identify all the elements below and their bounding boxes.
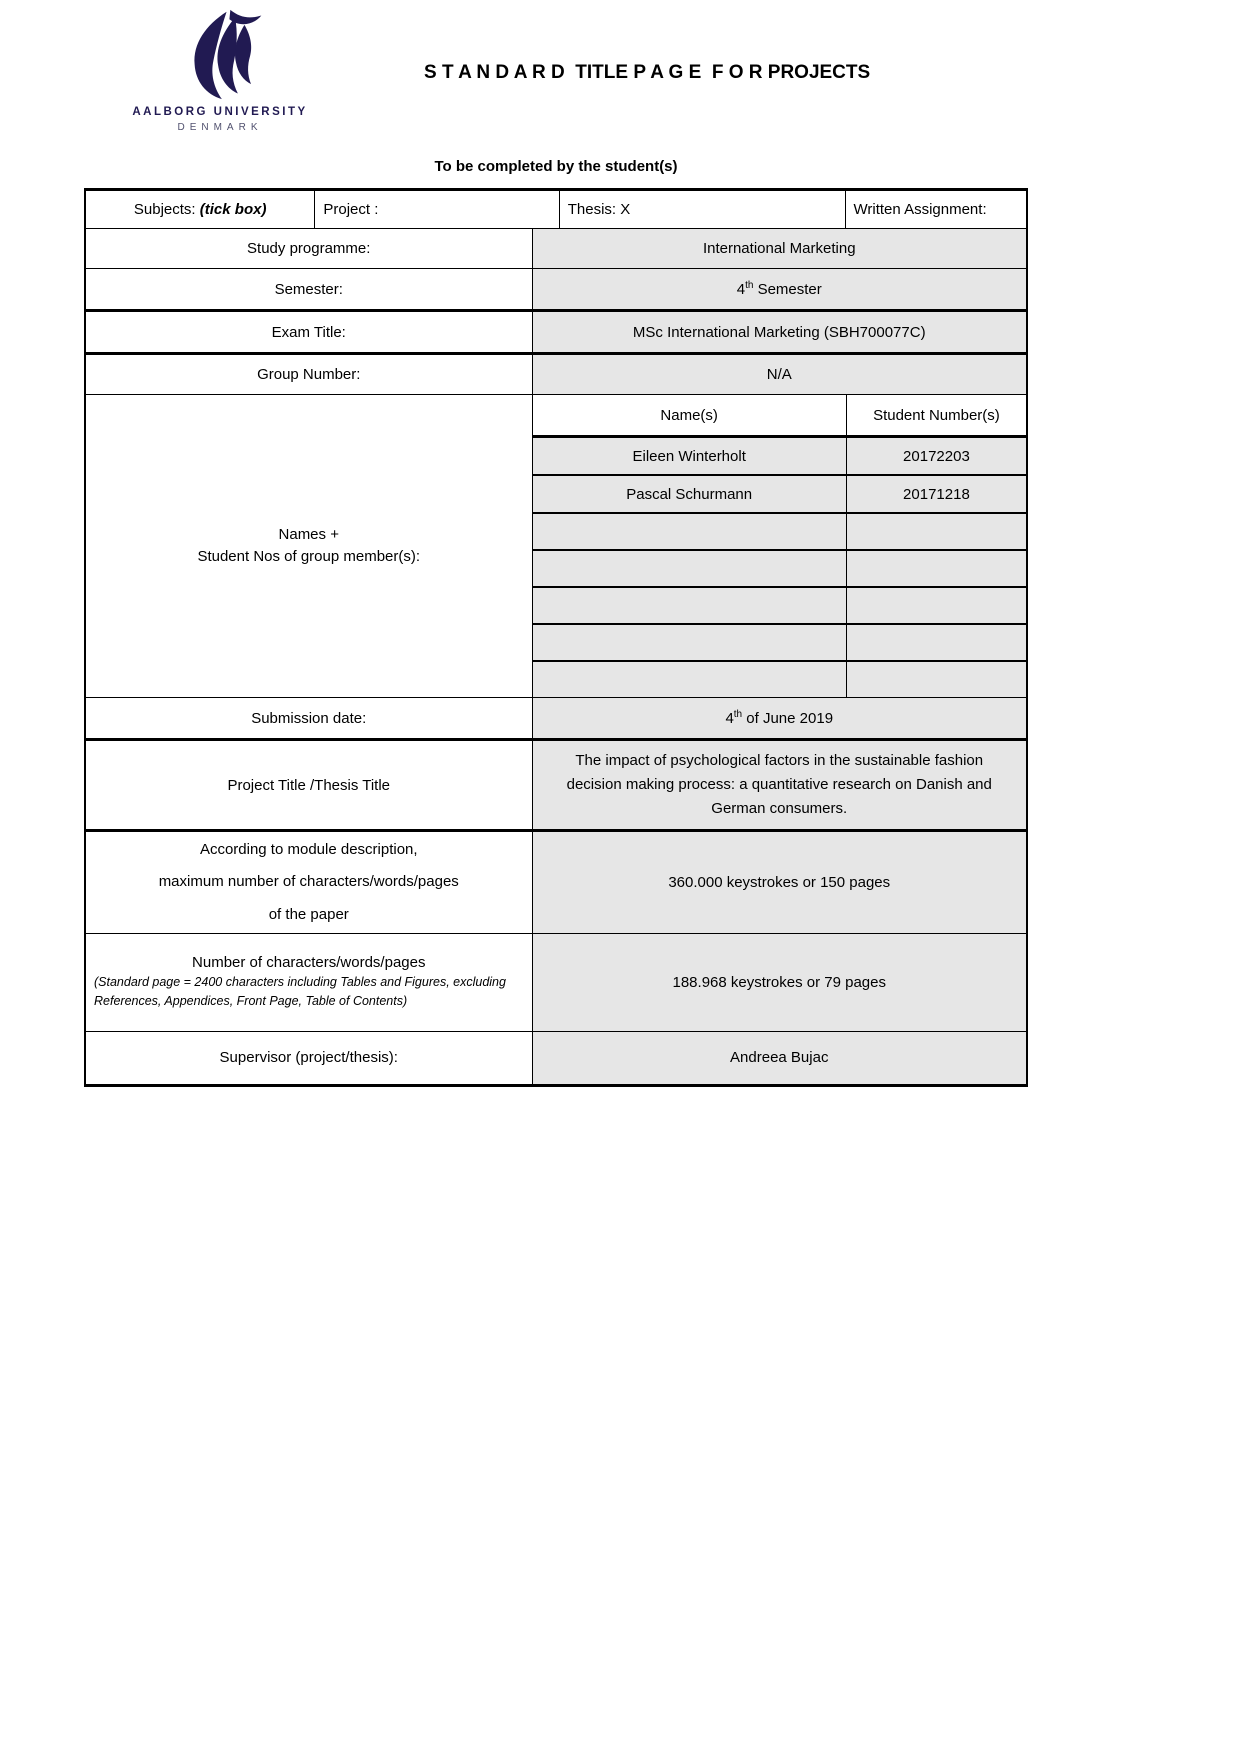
member-number: 20172203 bbox=[903, 447, 970, 465]
actual-pages-row bbox=[86, 934, 1026, 1032]
member-name bbox=[533, 662, 847, 697]
aalborg-university-logo bbox=[120, 8, 320, 133]
max-pages-label: According to module description, maximum number of characters/words/pages of the paper bbox=[86, 832, 533, 933]
members-label-line1: Names + bbox=[278, 526, 339, 544]
group-number-label: Group Number: bbox=[86, 355, 533, 394]
exam-title-label: Exam Title: bbox=[86, 312, 533, 352]
written-assignment-cell: Written Assignment: bbox=[853, 201, 987, 218]
actual-pages-label bbox=[86, 934, 533, 1031]
member-row bbox=[533, 438, 1027, 476]
member-name: Eileen Winterholt bbox=[533, 438, 847, 474]
members-col-name-header: Name(s) bbox=[533, 395, 847, 435]
member-row bbox=[533, 551, 1027, 588]
group-number-value: N/A bbox=[533, 355, 1027, 394]
member-number bbox=[847, 551, 1026, 586]
exam-title-value: MSc International Marketing (SBH700077C) bbox=[533, 312, 1027, 352]
member-row bbox=[533, 662, 1027, 697]
members-col-number-header: Student Number(s) bbox=[873, 406, 1000, 424]
logo-country-text: DENMARK bbox=[177, 122, 263, 133]
study-programme-value: International Marketing bbox=[533, 229, 1027, 268]
max-pages-value: 360.000 keystrokes or 150 pages bbox=[533, 832, 1027, 933]
member-name: Pascal Schurmann bbox=[533, 476, 847, 512]
members-header-row bbox=[533, 395, 1027, 438]
exam-title-row bbox=[86, 312, 1026, 355]
member-row bbox=[533, 588, 1027, 625]
group-members-block bbox=[86, 395, 1026, 698]
supervisor-row bbox=[86, 1032, 1026, 1084]
subjects-cell bbox=[86, 191, 315, 228]
member-row bbox=[533, 625, 1027, 662]
supervisor-label: Supervisor (project/thesis): bbox=[86, 1032, 533, 1084]
submission-date-value: 4th of June 2019 bbox=[533, 698, 1027, 738]
subjects-row bbox=[86, 191, 1026, 229]
project-title-row bbox=[86, 741, 1026, 832]
submission-date-label: Submission date: bbox=[86, 698, 533, 738]
group-number-row bbox=[86, 355, 1026, 395]
project-cell: Project : bbox=[315, 191, 559, 228]
project-title-value: The impact of psychological factors in the sustainable fashion decision making process: a quantitative research on Danish and German consumers. bbox=[533, 741, 1027, 829]
instruction-text: To be completed by the student(s) bbox=[434, 158, 678, 175]
semester-value: 4th Semester bbox=[533, 269, 1027, 309]
members-subtable bbox=[533, 395, 1027, 697]
member-number bbox=[847, 514, 1026, 549]
submission-date-row bbox=[86, 698, 1026, 741]
thesis-cell: Thesis: X bbox=[560, 191, 846, 228]
member-row bbox=[533, 514, 1027, 551]
page-title: S T A N D A R D TITLE P A G E F O R PROJECTS bbox=[424, 62, 871, 83]
members-label-line2: Student Nos of group member(s): bbox=[197, 548, 421, 565]
semester-row bbox=[86, 269, 1026, 312]
member-number bbox=[847, 588, 1026, 623]
member-number bbox=[847, 625, 1026, 660]
title-page-table bbox=[84, 188, 1028, 1087]
aalborg-logo-swoosh-icon bbox=[177, 8, 263, 102]
actual-pages-label-title: Number of characters/words/pages bbox=[192, 954, 426, 971]
max-pages-row bbox=[86, 832, 1026, 934]
member-name bbox=[533, 588, 847, 623]
supervisor-value: Andreea Bujac bbox=[533, 1032, 1027, 1084]
study-programme-row bbox=[86, 229, 1026, 269]
member-name bbox=[533, 514, 847, 549]
member-row bbox=[533, 476, 1027, 514]
subjects-label: Subjects: bbox=[133, 201, 200, 218]
actual-pages-value: 188.968 keystrokes or 79 pages bbox=[533, 934, 1027, 1031]
members-label bbox=[86, 395, 533, 697]
actual-pages-label-note: (Standard page = 2400 characters including Tables and Figures, excluding References, Appendices, Front Page, Table of Contents) bbox=[94, 975, 506, 1008]
member-name bbox=[533, 625, 847, 660]
tick-box-note: (tick box) bbox=[199, 201, 267, 218]
member-number bbox=[847, 662, 1026, 697]
member-number: 20171218 bbox=[903, 485, 970, 503]
study-programme-label: Study programme: bbox=[86, 229, 533, 268]
logo-university-text: AALBORG UNIVERSITY bbox=[132, 106, 308, 118]
project-title-label: Project Title /Thesis Title bbox=[86, 741, 533, 829]
semester-label: Semester: bbox=[86, 269, 533, 309]
member-name bbox=[533, 551, 847, 586]
